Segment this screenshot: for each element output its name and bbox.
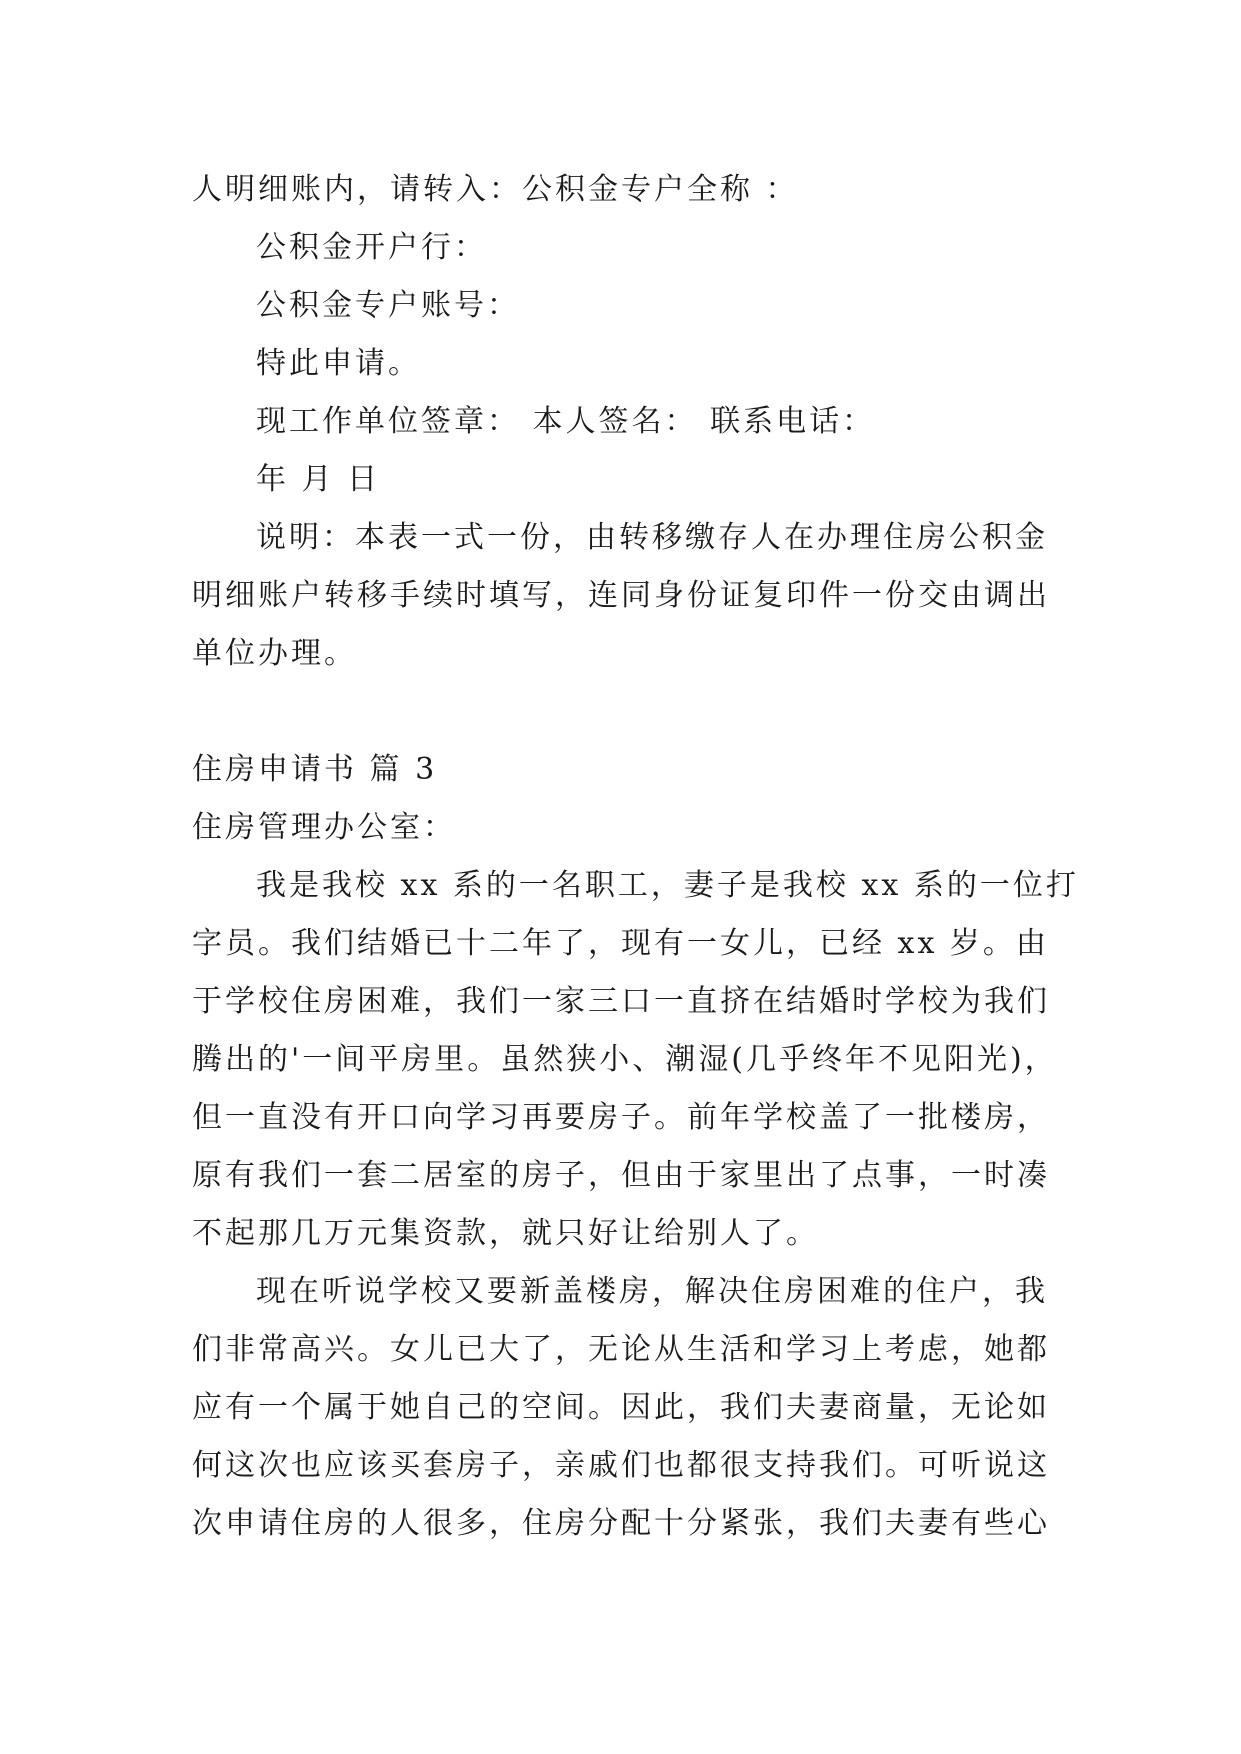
note-line: 明细账户转移手续时填写，连同身份证复印件一份交由调出 (192, 578, 1050, 613)
paragraph-line: 何这次也应该买套房子，亲戚们也都很支持我们。可听说这 (192, 1448, 1050, 1483)
note-line: 单位办理。 (192, 636, 357, 671)
signature-line: 现工作单位签章： 本人签名： 联系电话： (256, 404, 876, 439)
paragraph-line: 字员。我们结婚已十二年了，现有一女儿，已经 xx 岁。由 (192, 926, 1049, 961)
paragraph-line: 不起那几万元集资款，就只好让给别人了。 (192, 1216, 819, 1251)
date-line: 年 月 日 (256, 462, 381, 497)
note-line: 说明：本表一式一份，由转移缴存人在办理住房公积金 (256, 520, 1048, 555)
paragraph-line: 于学校住房困难，我们一家三口一直挤在结婚时学校为我们 (192, 984, 1050, 1019)
paragraph-line: 我是我校 xx 系的一名职工，妻子是我校 xx 系的一位打 (256, 868, 1079, 903)
salutation: 住房管理办公室： (192, 810, 456, 845)
text-line: 人明细账内，请转入：公积金专户全称 ： (192, 172, 799, 207)
bank-name-line: 公积金开户行： (256, 230, 487, 265)
paragraph-line: 但一直没有开口向学习再要房子。前年学校盖了一批楼房， (192, 1100, 1050, 1135)
paragraph-line: 原有我们一套二居室的房子，但由于家里出了点事，一时凑 (192, 1158, 1050, 1193)
paragraph-line: 现在听说学校又要新盖楼房，解决住房困难的住户，我 (256, 1274, 1048, 1309)
paragraph-line: 腾出的'一间平房里。虽然狭小、潮湿(几乎终年不见阳光)， (192, 1042, 1058, 1077)
paragraph-line: 应有一个属于她自己的空间。因此，我们夫妻商量，无论如 (192, 1390, 1050, 1425)
account-number-line: 公积金专户账号： (256, 288, 520, 323)
paragraph-line: 次申请住房的人很多，住房分配十分紧张，我们夫妻有些心 (192, 1506, 1050, 1541)
paragraph-line: 们非常高兴。女儿已大了，无论从生活和学习上考虑，她都 (192, 1332, 1050, 1367)
closing-line: 特此申请。 (256, 346, 421, 381)
section-title: 住房申请书 篇 3 (192, 752, 438, 787)
